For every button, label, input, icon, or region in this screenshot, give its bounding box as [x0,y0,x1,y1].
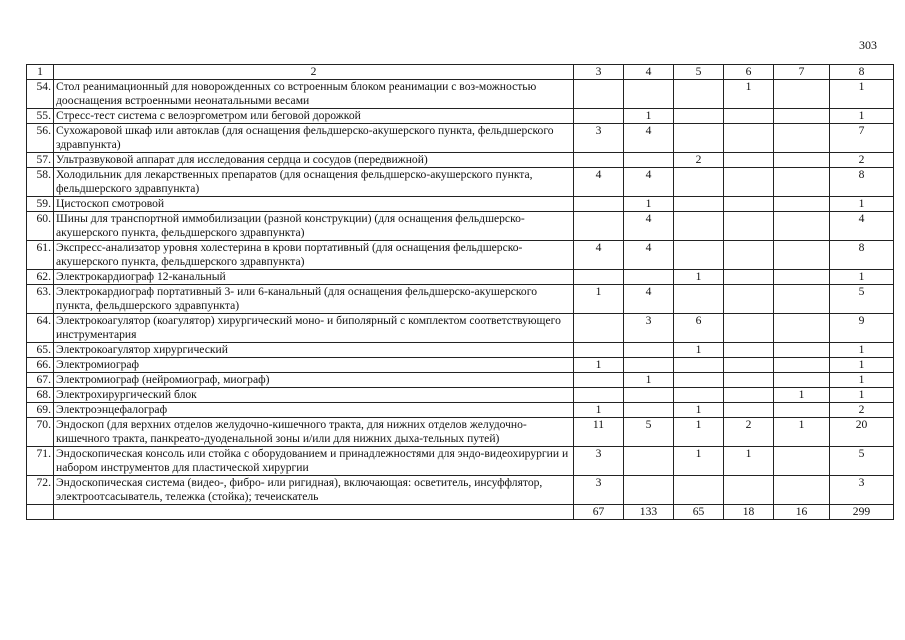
quantity-c5: 1 [674,270,724,285]
quantity-c8: 1 [830,373,894,388]
header-col-7: 7 [774,65,830,80]
row-number: 58. [27,168,54,197]
table-row [27,241,894,270]
quantity-c4 [624,358,674,373]
quantity-c5: 1 [674,343,724,358]
quantity-c7 [774,358,830,373]
quantity-c4: 5 [624,418,674,447]
quantity-c5 [674,285,724,314]
equipment-name: Экспресс-анализатор уровня холестерина в крови портативный (для оснащения фельдшерско-акушерского пункта, фельдшерского здравпункта) [54,241,574,270]
equipment-table [26,64,894,520]
quantity-c5 [674,373,724,388]
equipment-name: Эндоскопическая консоль или стойка с оборудованием и принадлежностями для эндо-видеохирургии и набором инструментов для пластической хирургии [54,447,574,476]
quantity-c4: 1 [624,373,674,388]
row-number: 54. [27,80,54,109]
row-number: 68. [27,388,54,403]
table-row [27,168,894,197]
row-number: 64. [27,314,54,343]
row-number: 71. [27,447,54,476]
quantity-c6 [724,373,774,388]
quantity-c6 [724,168,774,197]
quantity-c4: 3 [624,314,674,343]
quantity-c8: 2 [830,153,894,168]
totals-blank-name [54,505,574,520]
header-col-4: 4 [624,65,674,80]
quantity-c6 [724,285,774,314]
table-row [27,124,894,153]
quantity-c3 [574,343,624,358]
equipment-name: Электрокардиограф 12-канальный [54,270,574,285]
quantity-c7 [774,80,830,109]
quantity-c6 [724,124,774,153]
quantity-c7 [774,447,830,476]
table-row [27,212,894,241]
quantity-c8: 9 [830,314,894,343]
quantity-c3 [574,153,624,168]
total-c3: 67 [574,505,624,520]
quantity-c4 [624,388,674,403]
quantity-c7 [774,343,830,358]
row-number: 69. [27,403,54,418]
quantity-c5 [674,388,724,403]
quantity-c6 [724,109,774,124]
header-col-1: 1 [27,65,54,80]
quantity-c8: 8 [830,241,894,270]
quantity-c4: 1 [624,109,674,124]
header-col-2: 2 [54,65,574,80]
row-number: 66. [27,358,54,373]
quantity-c8: 1 [830,358,894,373]
quantity-c8: 5 [830,285,894,314]
quantity-c8: 8 [830,168,894,197]
equipment-name: Электрокоагулятор хирургический [54,343,574,358]
equipment-name: Электромиограф (нейромиограф, миограф) [54,373,574,388]
table-row [27,285,894,314]
table-row [27,418,894,447]
quantity-c3 [574,197,624,212]
quantity-c5 [674,197,724,212]
quantity-c7 [774,153,830,168]
equipment-name: Эндоскоп (для верхних отделов желудочно-кишечного тракта, для нижних отделов желудочно-кишечного тракта, панкреато-дуоденальной зоны и/или для нижних дыха-тельных путей) [54,418,574,447]
equipment-name: Электрокоагулятор (коагулятор) хирургический моно- и биполярный с комплектом соответствующего инструментария [54,314,574,343]
header-col-3: 3 [574,65,624,80]
equipment-name: Эндоскопическая система (видео-, фибро- или ригидная), включающая: осветитель, инсуффлятор, электроотсасыватель, тележка (стойка); течеискатель [54,476,574,505]
quantity-c6 [724,153,774,168]
quantity-c6 [724,358,774,373]
quantity-c3: 1 [574,285,624,314]
quantity-c5 [674,241,724,270]
quantity-c3 [574,388,624,403]
equipment-name: Цистоскоп смотровой [54,197,574,212]
row-number: 65. [27,343,54,358]
quantity-c8: 1 [830,270,894,285]
quantity-c5 [674,476,724,505]
quantity-c3 [574,80,624,109]
quantity-c3 [574,212,624,241]
quantity-c7 [774,109,830,124]
quantity-c8: 4 [830,212,894,241]
table-row [27,153,894,168]
quantity-c8: 1 [830,109,894,124]
quantity-c7: 1 [774,388,830,403]
equipment-name: Электрохирургический блок [54,388,574,403]
quantity-c6 [724,343,774,358]
header-col-6: 6 [724,65,774,80]
quantity-c7 [774,212,830,241]
quantity-c4: 1 [624,197,674,212]
quantity-c4 [624,343,674,358]
quantity-c6 [724,388,774,403]
header-col-5: 5 [674,65,724,80]
equipment-name: Стресс-тест система с велоэргометром или беговой дорожкой [54,109,574,124]
total-c8: 299 [830,505,894,520]
row-number: 55. [27,109,54,124]
quantity-c3: 3 [574,476,624,505]
quantity-c6 [724,403,774,418]
table-row [27,373,894,388]
quantity-c6: 1 [724,447,774,476]
quantity-c7 [774,124,830,153]
quantity-c4: 4 [624,285,674,314]
quantity-c7 [774,476,830,505]
row-number: 56. [27,124,54,153]
quantity-c3: 1 [574,358,624,373]
total-c4: 133 [624,505,674,520]
equipment-name: Холодильник для лекарственных препаратов (для оснащения фельдшерско-акушерского пункта, фельдшерского здравпункта) [54,168,574,197]
row-number: 60. [27,212,54,241]
table-header-row [27,65,894,80]
row-number: 67. [27,373,54,388]
table-row [27,358,894,373]
quantity-c5: 6 [674,314,724,343]
quantity-c8: 3 [830,476,894,505]
quantity-c8: 20 [830,418,894,447]
header-col-8: 8 [830,65,894,80]
table-row [27,388,894,403]
quantity-c8: 2 [830,403,894,418]
quantity-c7 [774,270,830,285]
quantity-c3 [574,373,624,388]
quantity-c4 [624,80,674,109]
totals-blank-number [27,505,54,520]
quantity-c6 [724,270,774,285]
quantity-c4 [624,403,674,418]
table-row [27,270,894,285]
quantity-c5 [674,80,724,109]
quantity-c8: 1 [830,80,894,109]
row-number: 70. [27,418,54,447]
quantity-c7 [774,197,830,212]
quantity-c7: 1 [774,418,830,447]
quantity-c8: 7 [830,124,894,153]
table-row [27,314,894,343]
quantity-c3: 4 [574,168,624,197]
table-row [27,109,894,124]
table-row [27,343,894,358]
quantity-c7 [774,373,830,388]
row-number: 61. [27,241,54,270]
row-number: 72. [27,476,54,505]
equipment-name: Сухожаровой шкаф или автоклав (для оснащения фельдшерско-акушерского пункта, фельдшерского здравпункта) [54,124,574,153]
total-c7: 16 [774,505,830,520]
quantity-c3 [574,109,624,124]
table-row [27,403,894,418]
quantity-c6 [724,476,774,505]
quantity-c5: 1 [674,403,724,418]
quantity-c3: 3 [574,447,624,476]
quantity-c3: 1 [574,403,624,418]
quantity-c3 [574,314,624,343]
quantity-c4 [624,153,674,168]
quantity-c7 [774,314,830,343]
quantity-c4 [624,270,674,285]
page-number: 303 [859,38,877,52]
quantity-c7 [774,168,830,197]
quantity-c6 [724,212,774,241]
quantity-c5 [674,109,724,124]
quantity-c7 [774,285,830,314]
quantity-c4 [624,476,674,505]
table-row [27,80,894,109]
quantity-c8: 1 [830,343,894,358]
totals-row [27,505,894,520]
quantity-c5 [674,168,724,197]
quantity-c3: 3 [574,124,624,153]
total-c6: 18 [724,505,774,520]
quantity-c5: 1 [674,447,724,476]
quantity-c8: 1 [830,388,894,403]
total-c5: 65 [674,505,724,520]
table-row [27,476,894,505]
equipment-name: Стол реанимационный для новорожденных со встроенным блоком реанимации с воз-можностью дооснащения встроенными неонатальными весами [54,80,574,109]
table-row [27,197,894,212]
quantity-c4: 4 [624,241,674,270]
quantity-c6 [724,197,774,212]
quantity-c4 [624,447,674,476]
row-number: 62. [27,270,54,285]
table-row [27,447,894,476]
equipment-name: Электрокардиограф портативный 3- или 6-канальный (для оснащения фельдшерско-акушерского пункта, фельдшерского здравпункта) [54,285,574,314]
equipment-name: Ультразвуковой аппарат для исследования сердца и сосудов (передвижной) [54,153,574,168]
row-number: 59. [27,197,54,212]
quantity-c5: 2 [674,153,724,168]
row-number: 57. [27,153,54,168]
quantity-c3: 11 [574,418,624,447]
quantity-c3 [574,270,624,285]
quantity-c7 [774,403,830,418]
quantity-c4: 4 [624,212,674,241]
quantity-c5 [674,124,724,153]
quantity-c6 [724,241,774,270]
quantity-c7 [774,241,830,270]
quantity-c5: 1 [674,418,724,447]
equipment-name: Шины для транспортной иммобилизации (разной конструкции) (для оснащения фельдшерско-акушерского пункта, фельдшерского здравпункта) [54,212,574,241]
row-number: 63. [27,285,54,314]
quantity-c6: 1 [724,80,774,109]
equipment-name: Электроэнцефалограф [54,403,574,418]
quantity-c5 [674,358,724,373]
quantity-c6 [724,314,774,343]
quantity-c5 [674,212,724,241]
quantity-c4: 4 [624,124,674,153]
quantity-c6: 2 [724,418,774,447]
quantity-c8: 1 [830,197,894,212]
quantity-c3: 4 [574,241,624,270]
quantity-c4: 4 [624,168,674,197]
quantity-c8: 5 [830,447,894,476]
equipment-name: Электромиограф [54,358,574,373]
